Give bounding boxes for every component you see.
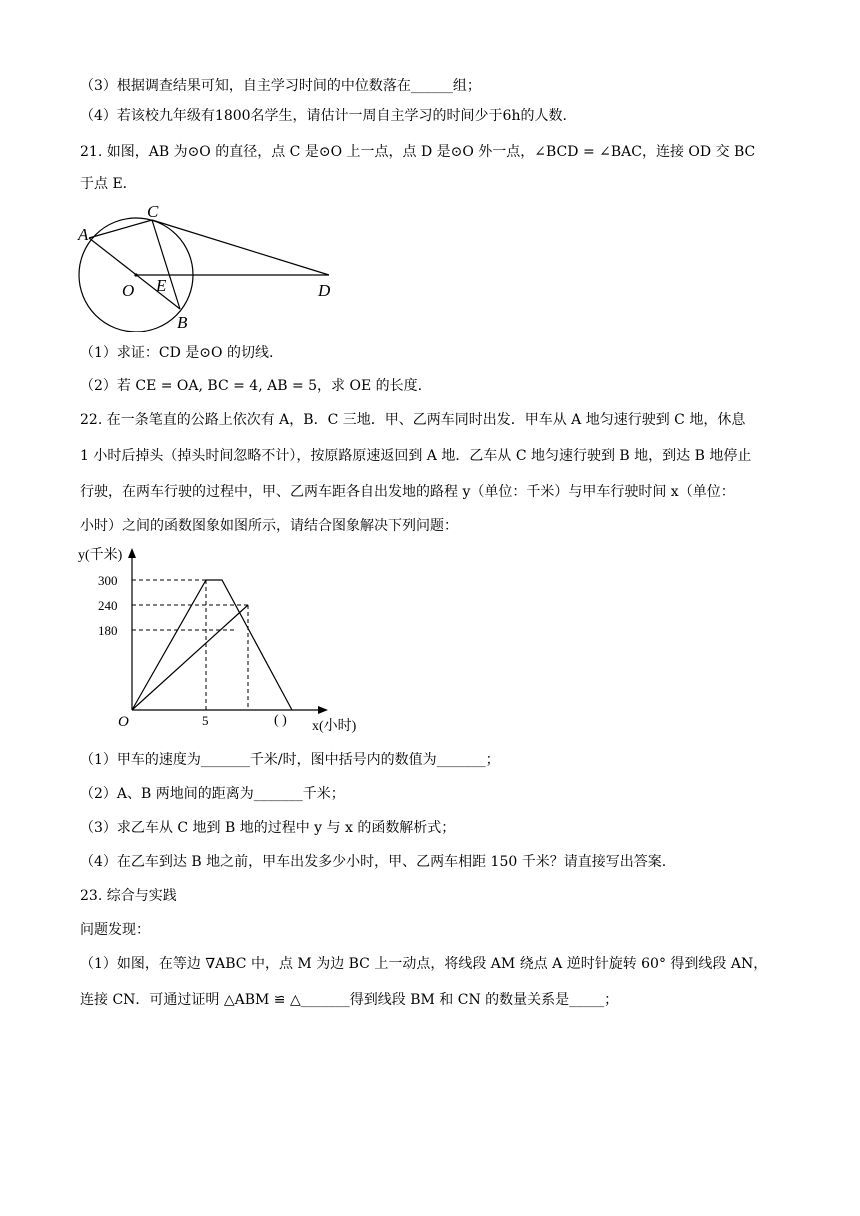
paren-blank: ( ): [274, 713, 287, 728]
label-a: A: [78, 225, 89, 244]
origin-label: O: [118, 714, 129, 730]
car-yi-line: [132, 605, 248, 710]
q22-stem-line4: 小时）之间的函数图象如图所示，请结合图象解决下列问题：: [80, 518, 458, 534]
q23-part1-line2: 连接 CN．可通过证明 △ABM ≌ △_______得到线段 BM 和 CN 的数量关系是_____；: [80, 992, 619, 1008]
q23-part1-line1: （1）如图，在等边 ∇ABC 中，点 M 为边 BC 上一动点，将线段 AM 绕点 A 逆时针旋转 60° 得到线段 AN，: [80, 956, 768, 972]
x-tick-5: 5: [202, 713, 209, 728]
q20-part4: （4）若该校九年级有1800名学生，请估计一周自主学习的时间少于6h的人数.: [80, 108, 567, 124]
q20-part3: （3）根据调查结果可知，自主学习时间的中位数落在______组；: [80, 78, 481, 94]
q23-subtitle: 问题发现：: [80, 922, 150, 938]
q22-part1: （1）甲车的速度为_______千米/时，图中括号内的数值为_______；: [80, 752, 500, 768]
segment-cd: [152, 220, 329, 275]
segment-ab: [89, 238, 180, 309]
q22-stem-line1: 22. 在一条笔直的公路上依次有 A，B．C 三地．甲、乙两车同时出发．甲车从 A 地匀速行驶到 C 地，休息: [80, 412, 746, 428]
q21-part1: （1）求证：CD 是⊙O 的切线.: [80, 345, 274, 361]
label-d: D: [318, 281, 331, 300]
q22-part3: （3）求乙车从 C 地到 B 地的过程中 y 与 x 的函数解析式；: [80, 820, 456, 836]
x-axis-arrow: [318, 706, 328, 714]
q22-part2: （2）A、B 两地间的距离为_______千米；: [80, 786, 345, 802]
y-tick-240: 240: [98, 598, 118, 613]
label-o: O: [122, 281, 135, 300]
q22-stem-line3: 行驶，在两车行驶的过程中，甲、乙两车距各自出发地的路程 y（单位：千米）与甲车行驶时间 x（单位：: [80, 484, 735, 500]
q21-part2: （2）若 CE = OA, BC = 4, AB = 5，求 OE 的长度.: [80, 378, 423, 394]
q22-stem-line2: 1 小时后掉头（掉头时间忽略不计），按原路原速返回到 A 地．乙车从 C 地匀速行驶到 B 地，到达 B 地停止: [80, 448, 752, 464]
x-axis-label: x(小时): [312, 719, 357, 734]
label-c: C: [147, 202, 159, 221]
y-tick-180: 180: [98, 623, 118, 638]
q22-part4: （4）在乙车到达 B 地之前，甲车出发多少小时，甲、乙两车相距 150 千米？请直接写出答案.: [80, 854, 667, 870]
center-dot: [134, 273, 137, 276]
q23-title: 23. 综合与实践: [80, 888, 177, 904]
car-jia-line: [132, 580, 292, 710]
y-axis-label: y(千米): [78, 548, 123, 563]
q21-stem-line2: 于点 E．: [80, 176, 137, 192]
segment-ac: [89, 220, 152, 238]
label-b: B: [177, 313, 188, 332]
q21-stem-line1: 21. 如图，AB 为⊙O 的直径，点 C 是⊙O 上一点，点 D 是⊙O 外一点，∠BCD = ∠BAC，连接 OD 交 BC: [80, 144, 756, 160]
y-axis-arrow: [128, 548, 136, 558]
y-tick-300: 300: [98, 573, 118, 588]
function-graph: [76, 542, 366, 734]
circle-figure: [76, 200, 346, 332]
segment-cb: [152, 220, 180, 309]
guide-lines: [132, 580, 248, 710]
label-e: E: [156, 276, 167, 295]
